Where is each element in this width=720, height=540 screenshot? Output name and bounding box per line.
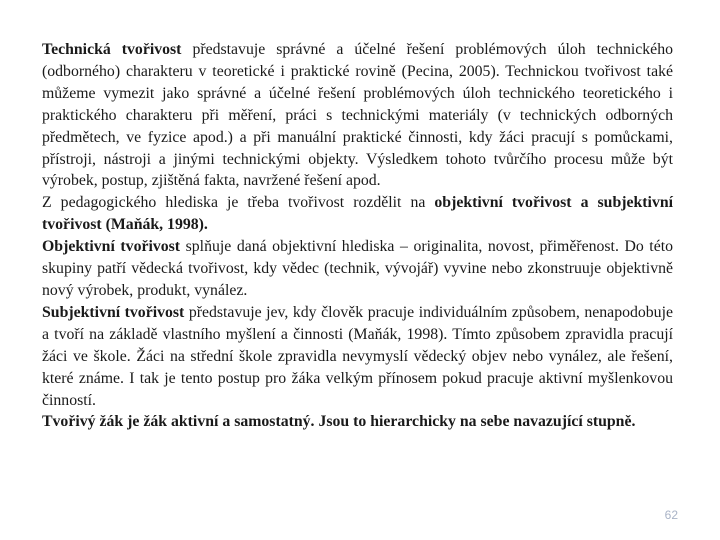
paragraph-text: představuje správné a účelné řešení problémových úloh technického (odborného) charakteru v teoretické i praktické rovině (Pecina, 2005). Technickou tvořivost také můžeme vymezit jako správné a účelné řešení problémových úloh technického teoretického i praktického charakteru při měření, práci s technickými materiály (v technických odborných předmětech, ve fyzice apod.) a při manuální praktické činnosti, kdy žáci pracují s pomůckami, přístroji, nástroji a jinými technickými objekty. Výsledkem tohoto tvůrčího procesu může být výrobek, postup, zjištěná fakta, navržené řešení apod. bbox=[42, 41, 673, 190]
paragraph-text: splňuje daná objektivní hlediska – originalita, novost, přiměřenost. Do této skupiny patří vědecká tvořivost, kdy vědec (technik, vývojář) vyvine nebo zkonstruuje objektivně nový výrobek, produkt, vynález. bbox=[42, 238, 673, 299]
paragraph-text: Z pedagogického hlediska je třeba tvořivost rozdělit na bbox=[42, 194, 435, 212]
page-number: 62 bbox=[664, 508, 678, 522]
paragraph-subjective-creativity bbox=[42, 302, 673, 412]
term-subjective-creativity: subjektivní tvořivost bbox=[42, 194, 674, 234]
conjunction: a bbox=[571, 194, 598, 212]
paragraph-technical-creativity bbox=[42, 39, 673, 192]
term-technical-creativity: Technická tvořivost bbox=[42, 41, 182, 58]
term-objective-creativity: objektivní tvořivost bbox=[434, 194, 572, 212]
conclusion-text: Tvořivý žák je žák aktivní a samostatný. Jsou to hierarchicky na sebe navazující stupně. bbox=[42, 413, 636, 431]
paragraph-conclusion bbox=[42, 411, 673, 433]
body-text bbox=[42, 39, 673, 433]
term-objective-creativity: Objektivní tvořivost bbox=[42, 238, 181, 256]
paragraph-text: představuje jev, kdy člověk pracuje individuálním způsobem, nenapodobuje a tvoří na základě vlastního myšlení a činnosti (Maňák, 1998). Tímto způsobem zpravidla pracují žáci ve škole. Žáci na střední škole zpravidla nevymyslí vědecký objev nebo vynález, ale řešení, které známe. I tak je tento postup pro žáka velkým přínosem pokud pracuje aktivní myšlenkovou činností. bbox=[42, 303, 673, 409]
term-subjective-creativity: Subjektivní tvořivost bbox=[42, 303, 185, 321]
paragraph-objective-creativity bbox=[42, 236, 673, 302]
citation: (Maňák, 1998). bbox=[101, 216, 208, 234]
paragraph-division bbox=[42, 192, 673, 236]
